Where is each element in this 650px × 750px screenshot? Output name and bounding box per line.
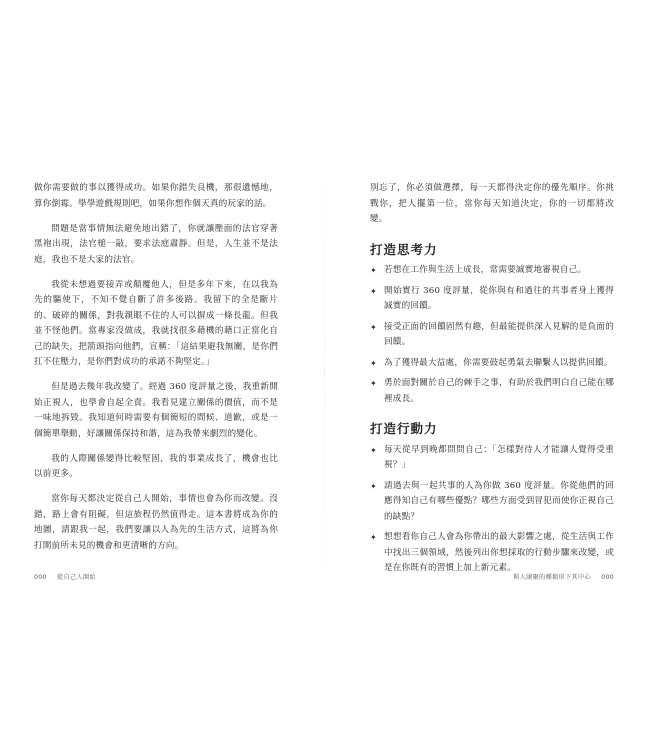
bullet-item [370, 479, 614, 526]
bullet-text: 每天從早到晚都問問自己：「怎樣對待人才能讓人覺得受重視？」 [384, 444, 614, 470]
body-paragraph: 當你每天都決定從自己人開始，事情也會為你而改變。沒錯，路上會有阻礙，但這旅程仍然值得走。這本書將成為你的地圖，請跟我一起，我們要讓以人為先的生活方式，這將為你打開前所未見的機會和更清晰的方向。 [34, 494, 278, 551]
bullet-list [370, 443, 614, 577]
star-bullet-icon: ✦ [370, 481, 377, 491]
bullet-text: 接受正面的回饋固然有趣，但最能提供深入見解的是負面的回饋。 [384, 321, 614, 347]
body-paragraph: 做你需要做的事以獲得成功。如果你錯失良機，那很遺憾地，算你倒霉。學學遊戲規則吧，如果你想作個天真的玩家的話。 [34, 183, 278, 209]
right-page-number: 000 [601, 574, 614, 581]
body-paragraph: 我從未想過要接弄或顛覆他人，但是多年下來，在以我為先的驅使下，不知不覺自斷了許多後路。我留下的全是斷片的、破碎的關係，對我親眼不住的人可以摒成一條長龍。但我並不怪他們。當專家沒做成，我就找很多藉機的藉口正當化自己的缺失，把箭頭指向他們，宣稱：「這結果避我無關，是你們扛不住壓力，是你們對成功的承諾不夠堅定。」 [34, 279, 278, 367]
body-paragraph: 問題是當事情無法避免地出錯了，你就讓壓面的法官穿著黑袍出現，法官槌一敲，要求法庭肅靜。但是，人生並不是法庭，我也不是大家的法官。 [34, 223, 278, 265]
bullet-list [370, 263, 614, 407]
left-page-body [34, 181, 278, 564]
left-page-footer [34, 572, 96, 581]
bullet-item [370, 356, 614, 372]
bullet-item [370, 443, 614, 474]
section-heading: 打造思考力 [370, 241, 438, 257]
right-page-body [370, 181, 614, 582]
right-running-title: 與人團聚的種類形下其中心 [513, 574, 591, 581]
bullet-text: 請過去與一起共事的人為你做 360 度評量。你從他們的回應得知自己有哪些優點？哪些方面受到冒犯而使你正視自己的缺點？ [384, 480, 614, 522]
section-heading: 打造行動力 [370, 421, 438, 436]
bullet-item [370, 320, 614, 351]
star-bullet-icon: ✦ [370, 358, 377, 368]
right-intro-paragraph: 別忘了，你必須做選擇，每一天都得決定你的優先順序。你挑戰你，把人擺第一位，當你每天知道決定，你的一切都將改變。 [370, 183, 614, 224]
body-paragraph: 但是過去幾年我改變了。經過 360 度評量之後，我重新開始正視人，也學會自起全責。我看見建立關係的價值，而不是一味地拆毀。我知道何時需要有個簡短的間候、道歉，或是一個簡單舉動，好讓關係保持和諧，這為我帶來劇烈的變化。 [34, 382, 278, 439]
left-running-title: 從自己人開始 [57, 574, 96, 581]
star-bullet-icon: ✦ [370, 286, 377, 296]
star-bullet-icon: ✦ [370, 533, 377, 542]
bullet-text: 開始實行 360 度評量，從你與有和過往的共事者身上獲得誠實的回饋。 [384, 285, 614, 311]
bullet-text: 為了獲得最大益處，你需要鼓起勇氣去聯繫人以提供回饋。 [384, 357, 613, 368]
bullet-text: 勇於面對關於自己的棘手之事，有助於我們明白自己能在哪裡成長。 [384, 378, 614, 404]
left-page-number: 000 [34, 574, 47, 581]
bullet-item [370, 284, 614, 315]
body-paragraph: 我的人際關係變得比較堅固，我的事業成長了，機會也比以前更多。 [34, 453, 278, 479]
star-bullet-icon: ✦ [370, 445, 377, 455]
star-bullet-icon: ✦ [370, 322, 377, 332]
star-bullet-icon: ✦ [370, 266, 377, 275]
bullet-text: 想想看你自己人會為你帶出的最大影響之處，從生活與工作中找出三個領域，然後列出你想採取的行動步驟來改變，或是在你既有的習慣上加上新元素。 [384, 532, 614, 573]
bullet-item [370, 263, 614, 279]
bullet-text: 若想在工作與生活上成長，常需要誠實地審視自己。 [384, 265, 587, 275]
bullet-item [370, 530, 614, 577]
bullet-item [370, 376, 614, 407]
star-bullet-icon: ✦ [370, 379, 377, 388]
